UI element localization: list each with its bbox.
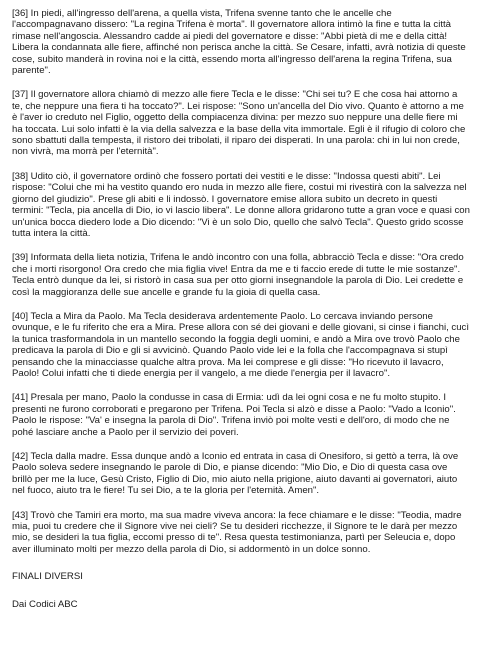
paragraph-40: [40] Tecla a Mira da Paolo. Ma Tecla desiderava ardentemente Paolo. Lo cercava inviando persone ovunque, e le fu riferito che era a Mira. Prese allora con sé dei giovani e delle giovani, si cinse i fianchi, cucì la tunica trasformandola in un mantello secondo la foggia degli uomini, e andò a Mira ove trovò Paolo che predicava la parola di Dio e gli si avvicinò. Quando Paolo vide lei e la folla che l'accompagnava si stupì pensando che la minacciasse qualche altra prova. Ma lei comprese e gli disse: "Ho ricevuto il lavacro, Paolo! Colui infatti che ti diede energia per il vangelo, a me diede l'energia per il lavacro". — [12, 310, 470, 379]
paragraph-36: [36] In piedi, all'ingresso dell'arena, a quella vista, Trifena svenne tanto che le ancelle che l'accompagnavano dissero: "La regina Trifena è morta". Il governatore allora intimò la fine e tutta la città rimase nell'angoscia. Alessandro cadde ai piedi del governatore e disse: "Abbi pietà di me e della città! Libera la condannata alle fiere, affinché non perisca anche la città. Se Cesare, infatti, avrà notizia di queste cose, subito manderà in rovina noi e la città, essendo morta all'ingresso dell'arena la regina Trifena, sua parente". — [12, 8, 466, 77]
paragraph-38: [38] Udito ciò, il governatore ordinò che fossero portati dei vestiti e le disse: "Indossa questi abiti". Lei rispose: "Colui che mi ha vestito quando ero nuda in mezzo alle fiere, costui mi rivestirà con la salvezza nel giorno del giudizio". Prese gli abiti e li indossò. I governatore emise allora subito un decreto in questi termini: "Tecla, pia ancella di Dio, io vi lascio libera". Le donne allora gridarono tutte a gran voce e quasi con un'unica bocca diedero lode a Dio dicendo: "Vi è un solo Dio, quello che salvò Tecla". Questo grido scosse tutta intera la città. — [12, 170, 470, 239]
paragraph-42: [42] Tecla dalla madre. Essa dunque andò a Iconio ed entrata in casa di Onesiforo, si gettò a terra, là ove Paolo soleva sedere insegnando le parole di Dio, e pianse dicendo: "Mio Dio, e Dio di questa casa ove brillò per me la luce, Gesù Cristo, Figlio di Dio, mio aiuto nella prigione, aiuto davanti ai governatori, aiuto nel fuoco, aiuto tra le fiere! Tu sei Dio, a te la gloria per l'eternità. Amen". — [12, 451, 459, 497]
section-heading-finali-diversi: FINALI DIVERSI — [12, 571, 83, 583]
paragraph-39: [39] Informata della lieta notizia, Trifena le andò incontro con una folla, abbracciò Tecla e disse: "Ora credo che i morti risorgono! Ora credo che mia figlia vive! Entra da me e ti faccio erede di tutte le mie sostanze". Tecla entrò dunque da lei, si ristorò in casa sua per otto giorni insegnandole la parola di Dio. Lei credette e così la maggioranza delle sue ancelle e grande fu la gioia di quella casa. — [12, 252, 464, 298]
paragraph-41: [41] Presala per mano, Paolo la condusse in casa di Ermia: udì da lei ogni cosa e ne fu molto stupito. I presenti ne furono corroborati e pregarono per Trifena. Poi Tecla si alzò e disse a Paolo: "Vado a Iconio". Paolo le rispose: "Va' e insegna la parola di Dio". Trifena inviò poi molte vesti e dell'oro, di modo che ne pohé lasciare anche a Paolo per il servizio dei poveri. — [12, 392, 456, 438]
paragraph-43: [43] Trovò che Tamiri era morto, ma sua madre viveva ancora: la fece chiamare e le disse: "Teodia, madre mia, puoi tu credere che il Signore vive nei cieli? Se tu desideri ricchezze, il Signore te le darà per mezzo mio, se desideri la tua figlia, eccomi presso di te". Resa questa testimonianza, partì per Seleucia e, dopo aver illuminato molti per mezzo della parola di Dio, si addormentò in un dolce sonno. — [12, 509, 462, 555]
section-subheading-codici: Dai Codici ABC — [12, 598, 78, 610]
paragraph-37: [37] Il governatore allora chiamò di mezzo alle fiere Tecla e le disse: "Chi sei tu? E che cosa hai attorno a te, che neppure una fiera ti ha toccato?". Lei rispose: "Sono un'ancella del Dio vivo. Quanto è attorno a me è l'aver io creduto nel Figlio, oggetto della compiacenza divina: per mezzo suo neppure una delle fiere mi ha toccata. Lui solo infatti è la via della salvezza e la base della vita immortale. Egli è il rifugio di coloro che sono sbattuti dalla tempesta, il ristoro dei tribolati, il riparo dei disperati. In una parola: chi in lui non crede, non vivrà, ma morrà per l'eternità". — [12, 89, 466, 158]
